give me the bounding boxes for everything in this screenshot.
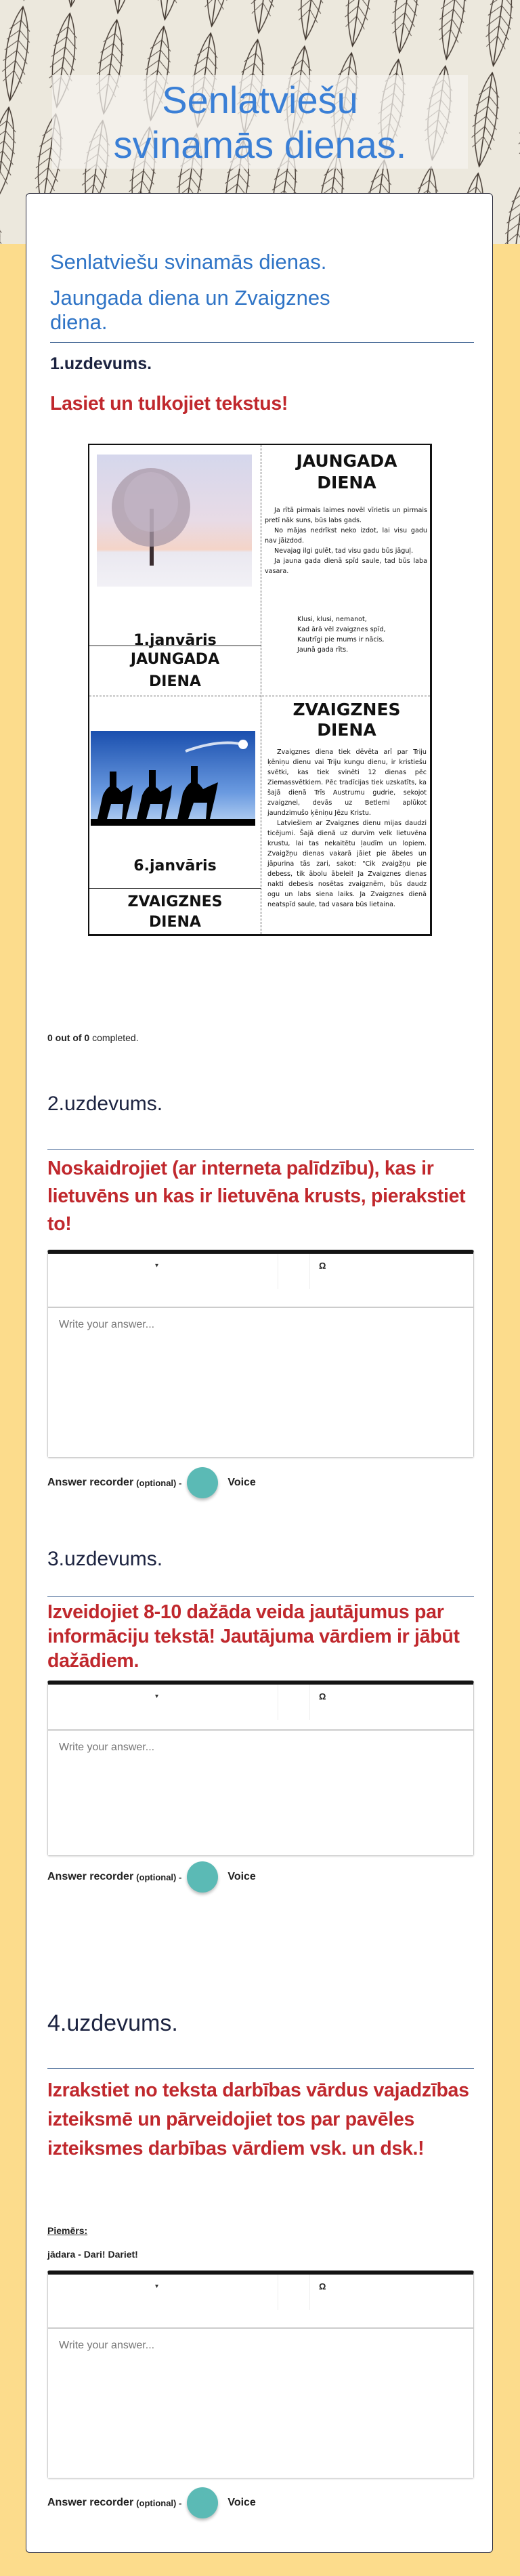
- intro-subheading: Jaungada diena un Zvaigznes diena.: [50, 286, 330, 334]
- intro-heading: Senlatviešu svinamās dienas.: [50, 250, 327, 274]
- paragraph: No mājas nedrīkst neko izdot, lai visu gadu nav jāizdod.: [265, 527, 427, 545]
- editor-toolbar: [48, 1685, 473, 1731]
- task3-instruction: Izveidojiet 8-10 dažāda veida jautājumus par informāciju tekstā! Jautājuma vārdiem ir jābūt dažādiem.: [47, 1601, 460, 1672]
- special-character-icon[interactable]: Ω: [319, 2281, 326, 2292]
- example-label: Piemērs:: [47, 2225, 88, 2236]
- paragraph: Zvaigznes diena tiek dēvēta arī par Triju ķēniņu dienu vai Triju kungu dienu, ir kristiešu svētki, kas tiek svinēti 12 dienas pēc Ziemassvētkiem. Pēc tradīcijas tiek uzskatīts, ka šajā dienā Trīs Austrumu gudrie, sekojot zvaigznei, devās uz Betlemi aplūkot jaundzimušo ķēniņu Jēzu Kristu.: [267, 748, 427, 817]
- record-button[interactable]: [187, 2487, 218, 2518]
- task4-answer-editor: [47, 2271, 474, 2478]
- format-dropdown-caret-icon[interactable]: ▾: [155, 1693, 159, 1700]
- label-line: DIENA: [149, 914, 201, 931]
- answer-recorder: [47, 1861, 256, 1893]
- label-zvaigznes: [89, 892, 261, 933]
- editor-toolbar: [48, 1254, 473, 1308]
- record-button[interactable]: [187, 1861, 218, 1893]
- paragraph: Nevajag ilgi gulēt, tad visu gadu būs jāguļ.: [274, 547, 414, 555]
- tree-icon: [97, 455, 252, 587]
- answer-input[interactable]: [48, 1308, 473, 1457]
- date-jan6: 6.janvāris: [133, 858, 217, 874]
- recorder-optional: (optional) -: [136, 1477, 182, 1488]
- example-text: jādara - Dari! Dariet!: [47, 2249, 138, 2260]
- winter-tree-image: [97, 455, 252, 587]
- poem-line: Kad ārā vēl zvaigznes spīd,: [297, 626, 386, 633]
- label-jaungada: [89, 648, 261, 693]
- format-dropdown-caret-icon[interactable]: ▾: [155, 1262, 159, 1269]
- recorder-label: Answer recorder: [47, 1477, 134, 1488]
- label-line: ZVAIGZNES: [127, 893, 223, 910]
- task2-instruction: Noskaidrojiet (ar interneta palīdzību), kas ir lietuvēns un kas ir lietuvēna krusts, pierakstiet to!: [47, 1158, 466, 1235]
- title-line: ZVAIGZNES: [292, 700, 401, 719]
- record-button[interactable]: [187, 1467, 218, 1498]
- toolbar-button[interactable]: [278, 1254, 310, 1289]
- progress-count: 0 out of 0: [47, 1032, 90, 1043]
- answer-recorder: [47, 2487, 256, 2518]
- paragraph: Ja jauna gada dienā spīd saule, tad būs laba vasara.: [265, 557, 427, 575]
- poem-line: Klusi, klusi, nemanot,: [297, 616, 367, 623]
- paragraph: Latviešiem ar Zvaigznes dienu mijas daudzi ticējumi. Šajā dienā uz durvīm velk lietuvēna krustu, lai tas nekaitētu ļaudīm un lopiem. Zvaigžņu dienas vakarā jāiet pie ābeles un jāpurina tās zari, sakot: "Cik zvaigžņu pie debess, tik ābolu ābelei! Ja Zvaigznes dienas nakti debesis nosētas zvaigznēm, būs daudz ogu un labs siena laiks. Ja Zvaigznes dienā neatspīd saule, tad vasara būs lietaina.: [267, 820, 427, 908]
- task2-title: 2.uzdevums.: [47, 1093, 163, 1115]
- voice-label: Voice: [228, 1871, 256, 1882]
- divider: [47, 2068, 474, 2069]
- title-line: svinamās dienas.: [113, 123, 407, 166]
- voice-label: Voice: [228, 1477, 256, 1488]
- divider: [50, 342, 474, 343]
- title-line: DIENA: [317, 473, 376, 492]
- voice-label: Voice: [228, 2497, 256, 2508]
- progress-label: completed.: [89, 1032, 139, 1043]
- task4-title: 4.uzdevums.: [47, 2010, 178, 2036]
- recorder-optional: (optional) -: [136, 1872, 182, 1882]
- camels-icon: [91, 731, 255, 826]
- label-line: JAUNGADA: [130, 651, 220, 668]
- three-kings-image: [91, 731, 255, 826]
- poem-line: Kautrīgi pie mums ir nācis,: [297, 636, 385, 643]
- title-line: DIENA: [317, 720, 376, 740]
- reading-document: [88, 444, 432, 936]
- divider: [89, 888, 261, 889]
- toolbar-button[interactable]: [278, 1685, 310, 1720]
- answer-input[interactable]: [48, 2329, 473, 2478]
- divider: [47, 1149, 474, 1150]
- jaungada-poem: [297, 614, 419, 655]
- paragraph: Ja rītā pirmais laimes novēl vīrietis un pirmais pretī nāk suns, būs labs gads.: [265, 507, 427, 524]
- format-dropdown-caret-icon[interactable]: ▾: [155, 2283, 159, 2290]
- editor-toolbar: [48, 2275, 473, 2329]
- title-line: JAUNGADA: [296, 451, 397, 471]
- date-jan1: 1.janvāris: [133, 632, 217, 649]
- recorder-label: Answer recorder: [47, 2497, 134, 2508]
- poem-line: Jaunā gada rīts.: [297, 646, 349, 654]
- answer-input[interactable]: [48, 1731, 473, 1855]
- task1-instruction: Lasiet un tulkojiet tekstus!: [50, 393, 288, 415]
- special-character-icon[interactable]: Ω: [319, 1691, 326, 1702]
- task4-instruction: Izrakstiet no teksta darbības vārdus vajadzības izteiksmē un pārveidojiet tos par pavēles izteiksmes darbības vārdiem vsk. un dsk.!: [47, 2079, 469, 2159]
- label-line: DIENA: [149, 673, 201, 690]
- title-zvaigznes: [265, 700, 428, 740]
- divider: [47, 1596, 474, 1597]
- task1-title: 1.uzdevums.: [50, 354, 152, 373]
- answer-recorder: [47, 1467, 256, 1498]
- page-title: [52, 75, 468, 169]
- jaungada-text: [265, 505, 427, 576]
- title-jaungada: [265, 450, 428, 494]
- task2-answer-editor: [47, 1250, 474, 1458]
- task3-title: 3.uzdevums.: [47, 1548, 163, 1570]
- title-line: Senlatviešu: [162, 79, 358, 121]
- zvaigznes-text: [267, 747, 427, 910]
- toolbar-button[interactable]: [278, 2275, 310, 2310]
- completion-status: [47, 1032, 139, 1043]
- recorder-optional: (optional) -: [136, 2497, 182, 2508]
- task3-answer-editor: [47, 1681, 474, 1856]
- recorder-label: Answer recorder: [47, 1871, 134, 1882]
- special-character-icon[interactable]: Ω: [319, 1261, 326, 1271]
